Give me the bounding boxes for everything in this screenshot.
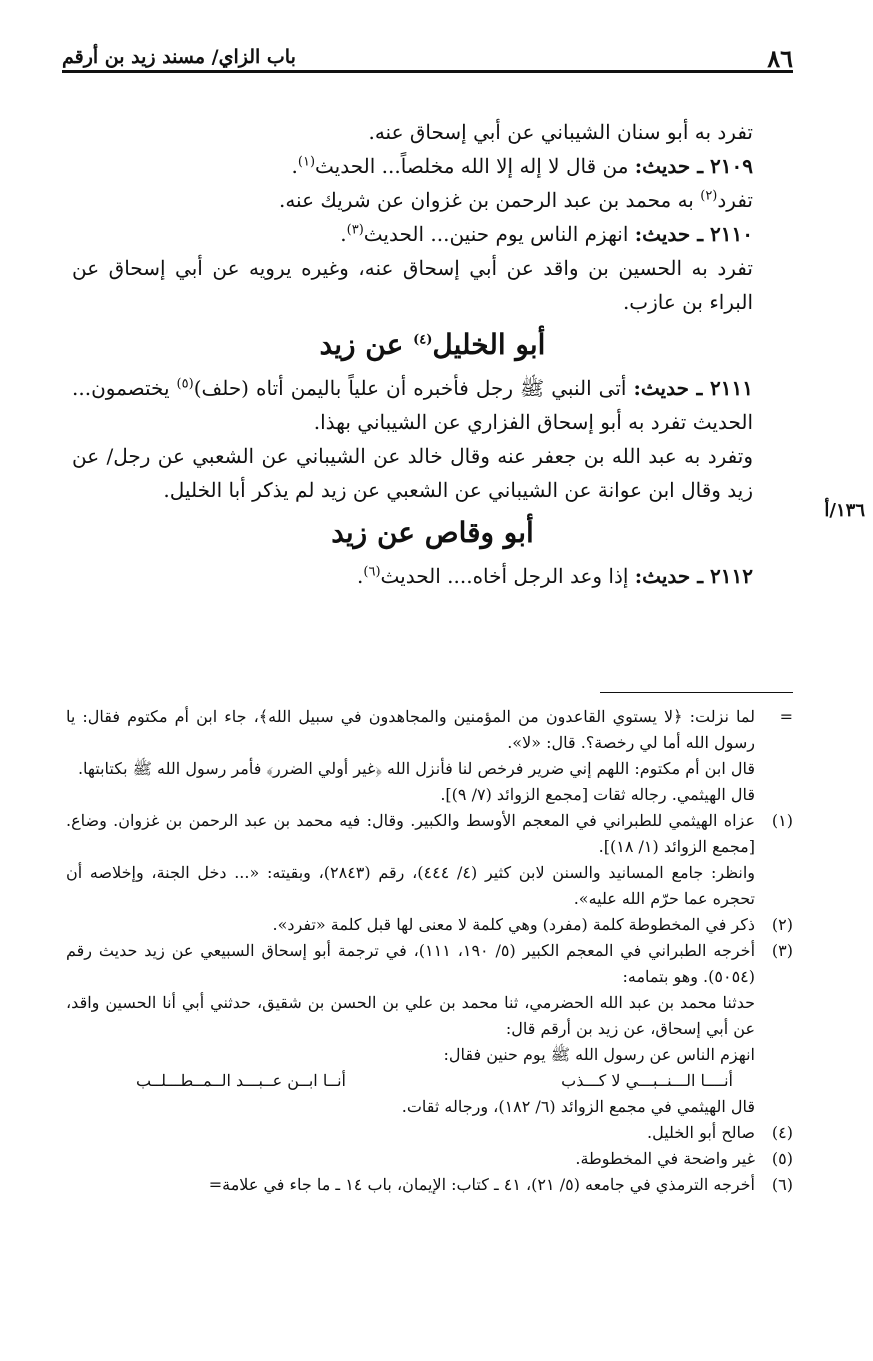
footnote-ref: (١) [297,154,316,170]
main-text [72,115,793,593]
footnote-6: (٦) أخرجه الترمذي في جامعه (٥/ ٢١)، ٤١ ـ كتاب: الإيمان، باب ١٤ ـ ما جاء في علامة= [66,1172,793,1198]
footnote-ref: (٣) [346,222,364,238]
footnote-mark: (٥) [771,1149,793,1168]
hadith-number: ٢١١١ ـ حديث: [633,376,754,400]
section-heading-abu-waqqas: أبو وقاص عن زيد [331,516,534,549]
hadith-2111: ٢١١١ ـ حديث: أتى النبي ﷺ رجل فأخبره أن علياً باليمن أتاه (حلف)$^{(٥)}$ يختصمون... الحديث تفرد به أبو إسحاق الفزاري عن الشيباني بهذا. [72,376,754,434]
footnote-text: حدثنا محمد بن عبد الله الحضرمي، ثنا محمد بن علي بن الحسن بن شقيق، حدثني أبي أنا الحسين واقد، عن أبي إسحاق، عن زيد بن أرقم قال: [66,993,755,1038]
footnote-mark: (٦) [771,1175,793,1194]
footnote-ref: (٢) [700,188,718,204]
footnote-text: انهزم الناس عن رسول الله ﷺ يوم حنين فقال: [443,1045,755,1064]
footnote-mark: (٣) [771,941,793,960]
hadith-number: ٢١١٢ ـ حديث: [634,564,753,588]
footnote-3: (٣) أخرجه الطبراني في المعجم الكبير (٥/ ١٩٠، ١١١)، في ترجمة أبو إسحاق السبيعي عن زيد حديث رقم (٥٠٥٤). وهو بتمامه: [66,938,793,990]
hadith-2112: ٢١١٢ ـ حديث: إذا وعد الرجل أخاه.... الحديث$^{(٦)}$. [357,564,753,588]
paragraph: تفرد به الحسين بن واقد عن أبي إسحاق عنه، وغيره يرويه عن أبي إسحاق عن البراء بن عازب. [72,256,753,314]
poem-hemistich-2: أنــا ابــن عــبـــد الــمــطـــلــب [136,1071,346,1090]
hadith-number: ٢١٠٩ ـ حديث: [634,154,753,178]
footnote-1: (١) عزاه الهيثمي للطبراني في المعجم الأوسط والكبير. وقال: فيه محمد بن عبد الرحمن بن غزوان. وضاع. [مجمع الزوائد (١/ ١٨)]. [66,808,793,860]
footnotes [66,704,793,1198]
hadith-number: ٢١١٠ ـ حديث: [634,222,753,246]
footnote-2: (٢) ذكر في المخطوطة كلمة (مفرد) وهي كلمة لا معنى لها قبل كلمة «تفرد». [66,912,793,938]
footnote-ref: (٦) [363,564,381,580]
hadith-2110: ٢١١٠ ـ حديث: انهزم الناس يوم حنين... الحديث$^{(٣)}$. [340,222,753,246]
poem-verse [66,1068,793,1094]
running-title: باب الزاي/ مسند زيد بن أرقم [62,46,296,68]
footnote-text: قال الهيثمي في مجمع الزوائد (٦/ ١٨٢)، ورجاله ثقات. [401,1097,755,1116]
footnote-text: قال ابن أم مكتوم: اللهم إني ضرير فرخص لنا فأنزل الله ﴿غير أولي الضرر﴾ فأمر رسول الله ﷺ بكتابتها. [77,759,755,778]
page-number: ٨٦ [767,44,793,73]
footnote-5: (٥) غير واضحة في المخطوطة. [66,1146,793,1172]
paragraph: وتفرد به عبد الله بن جعفر عنه وقال خالد عن الشيباني عن الشعبي عن رجل/ عن زيد وقال ابن عوانة عن الشيباني عن الشعبي عن زيد لم يذكر أبا الخليل. [72,444,753,502]
manuscript-folio-ref: ١٣٦/أ [824,500,865,521]
footnote-mark: (٤) [771,1123,793,1142]
footnote-ref: (٤) [413,332,433,348]
footnote-ref: (٥) [176,376,194,392]
paragraph: تفرد$^{(٢)}$ به محمد بن عبد الرحمن بن غزوان عن شريك عنه. [278,188,753,212]
paragraph: تفرد به أبو سنان الشيباني عن أبي إسحاق عنه. [368,120,753,144]
section-heading-abu-khalil: أبو الخليل$^{(٤)}$ عن زيد [319,328,546,361]
footnote-mark: = [779,707,793,726]
header-rule [62,70,793,73]
footnote-rule [600,692,793,693]
footnote-continued: = لما نزلت: ﴿لا يستوي القاعدون من المؤمنين والمجاهدون في سبيل الله﴾، جاء ابن أم مكتوم فقال: يا رسول الله أما لي رخصة؟. قال: «لا». [66,704,793,756]
footnote-mark: (٢) [771,915,793,934]
footnote-4: (٤) صالح أبو الخليل. [66,1120,793,1146]
poem-hemistich-1: أنــــا الـــنــبـــي لا كـــذب [561,1071,733,1090]
footnote-text: قال الهيثمي. رجاله ثقات [مجمع الزوائد (٧/ ٩)]. [440,785,755,804]
footnote-text: وانظر: جامع المسانيد والسنن لابن كثير (٤/ ٤٤٤)، رقم (٢٨٤٣)، وبقيته: «... دخل الجنة، وإخلاصه أن تحجره عما حرّم الله عليه». [66,863,756,908]
footnote-mark: (١) [771,811,793,830]
hadith-2109: ٢١٠٩ ـ حديث: من قال لا إله إلا الله مخلصاً... الحديث$^{(١)}$. [291,154,753,178]
